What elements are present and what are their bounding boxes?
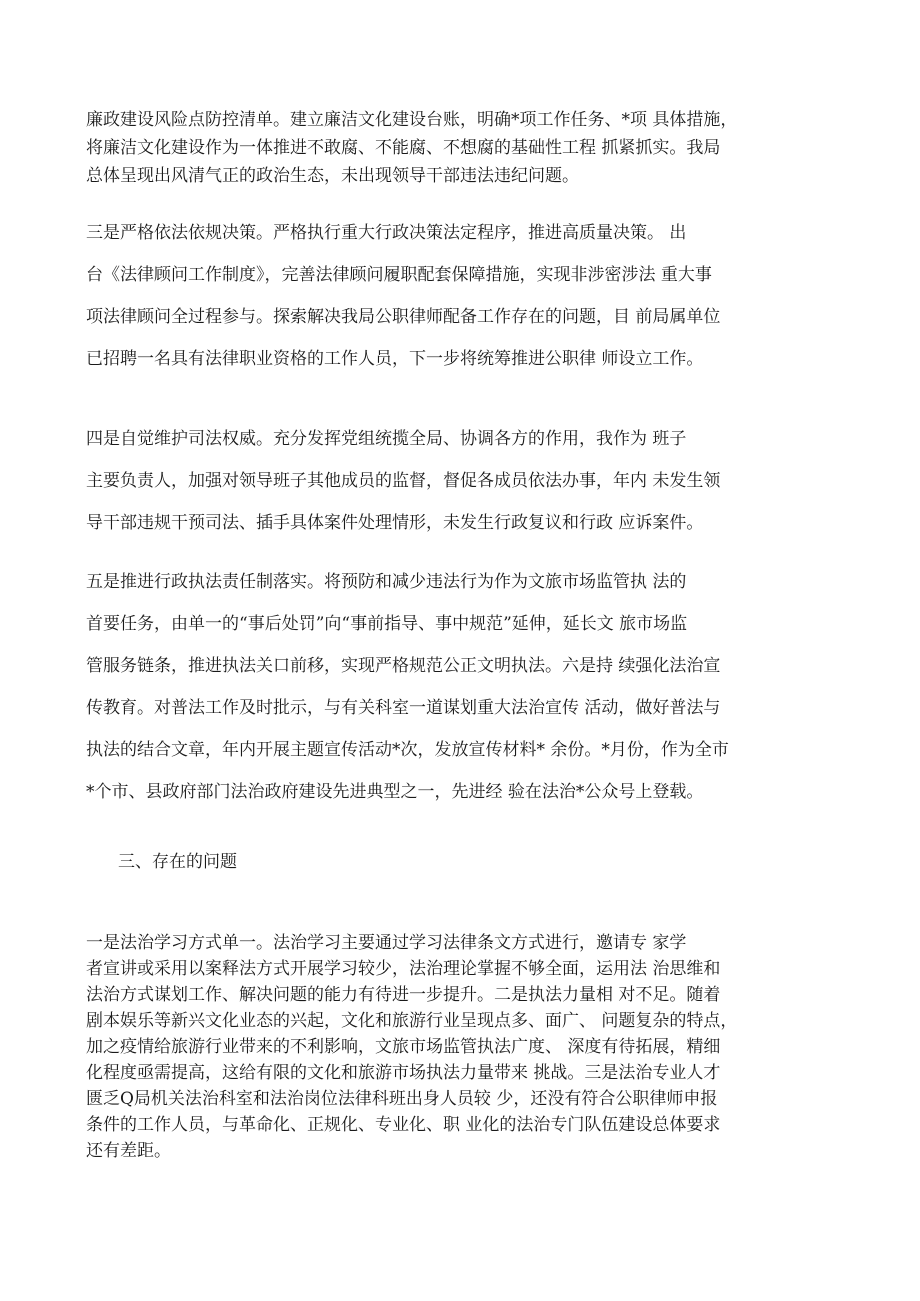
text-line: 剧本娱乐等新兴文化业态的兴起，文化和旅游行业呈现点多、面广、 问题复杂的特点， (86, 1011, 738, 1031)
text-line: 化程度亟需提高，这给有限的文化和旅游市场执法力量带来 挑战。三是法治专业人才 (86, 1063, 721, 1083)
text-line: 项法律顾问全过程参与。探索解决我局公职律师配备工作存在的问题，目 前局属单位 (86, 307, 721, 327)
text-line: 台《法律顾问工作制度》，完善法律顾问履职配套保障措施，实现非涉密涉法 重大事 (86, 265, 712, 285)
text-line: 还有差距。 (86, 1141, 171, 1161)
text-line: *个市、县政府部门法治政府建设先进典型之一，先进经 验在法治*公众号上登载。 (86, 782, 704, 802)
paragraph-judicial-authority (86, 418, 846, 544)
text-line: 传教育。对普法工作及时批示，与有关科室一道谋划重大法治宣传 活动，做好普法与 (86, 698, 721, 718)
paragraph-existing-problems (86, 930, 846, 1164)
text-line: 廉政建设风险点防控清单。建立廉洁文化建设台账，明确*项工作任务、*项 具体措施， (86, 110, 738, 130)
text-line: 管服务链条，推进执法关口前移，实现严格规范公正文明执法。六是持 续强化法治宣 (86, 656, 721, 676)
text-line: 已招聘一名具有法律职业资格的工作人员，下一步将统筹推进公职律 师设立工作。 (86, 349, 704, 369)
text-line: 四是自觉维护司法权威。充分发挥党组统揽全局、协调各方的作用，我作为 班子 (86, 429, 687, 449)
text-line: 匮乏Q局机关法治科室和法治岗位法律科班出身人员较 少，还没有符合公职律师申报 (86, 1089, 718, 1109)
text-line: 法治方式谋划工作、解决问题的能力有待进一步提升。二是执法力量相 对不足。随着 (86, 985, 721, 1005)
text-line: 总体呈现出风清气正的政治生态，未出现领导干部违法违纪问题。 (86, 166, 579, 186)
text-line: 三是严格依法依规决策。严格执行重大行政决策法定程序，推进高质量决策。 出 (86, 223, 687, 243)
text-line: 将廉洁文化建设作为一体推进不敢腐、不能腐、不想腐的基础性工程 抓紧抓实。我局 (86, 138, 721, 158)
text-line: 一是法治学习方式单一。法治学习主要通过学习法律条文方式进行，邀请专 家学 (86, 933, 687, 953)
text-line: 者宣讲或采用以案释法方式开展学习较少，法治理论掌握不够全面，运用法 治思维和 (86, 959, 721, 979)
text-line: 五是推进行政执法责任制落实。将预防和减少违法行为作为文旅市场监管执 法的 (86, 572, 687, 592)
text-line: 执法的结合文章，年内开展主题宣传活动*次，发放宣传材料* 余份。*月份，作为全市 (86, 740, 729, 760)
paragraph-anti-corruption (86, 106, 846, 190)
text-line: 条件的工作人员，与革命化、正规化、专业化、职 业化的法治专门队伍建设总体要求 (86, 1115, 721, 1135)
paragraph-decision-making (86, 212, 846, 380)
text-line: 首要任务，由单一的“事后处罚”向“事前指导、事中规范”延伸，延长文 旅市场监 (86, 614, 688, 634)
section-heading: 三、存在的问题 (118, 852, 237, 872)
paragraph-law-enforcement (86, 561, 846, 813)
text-line: 导干部违规干预司法、插手具体案件处理情形，未发生行政复议和行政 应诉案件。 (86, 513, 704, 533)
text-line: 主要负责人，加强对领导班子其他成员的监督，督促各成员依法办事，年内 未发生领 (86, 471, 721, 491)
text-line: 加之疫情给旅游行业带来的不利影响，文旅市场监管执法广度、 深度有待拓展，精细 (86, 1037, 721, 1057)
